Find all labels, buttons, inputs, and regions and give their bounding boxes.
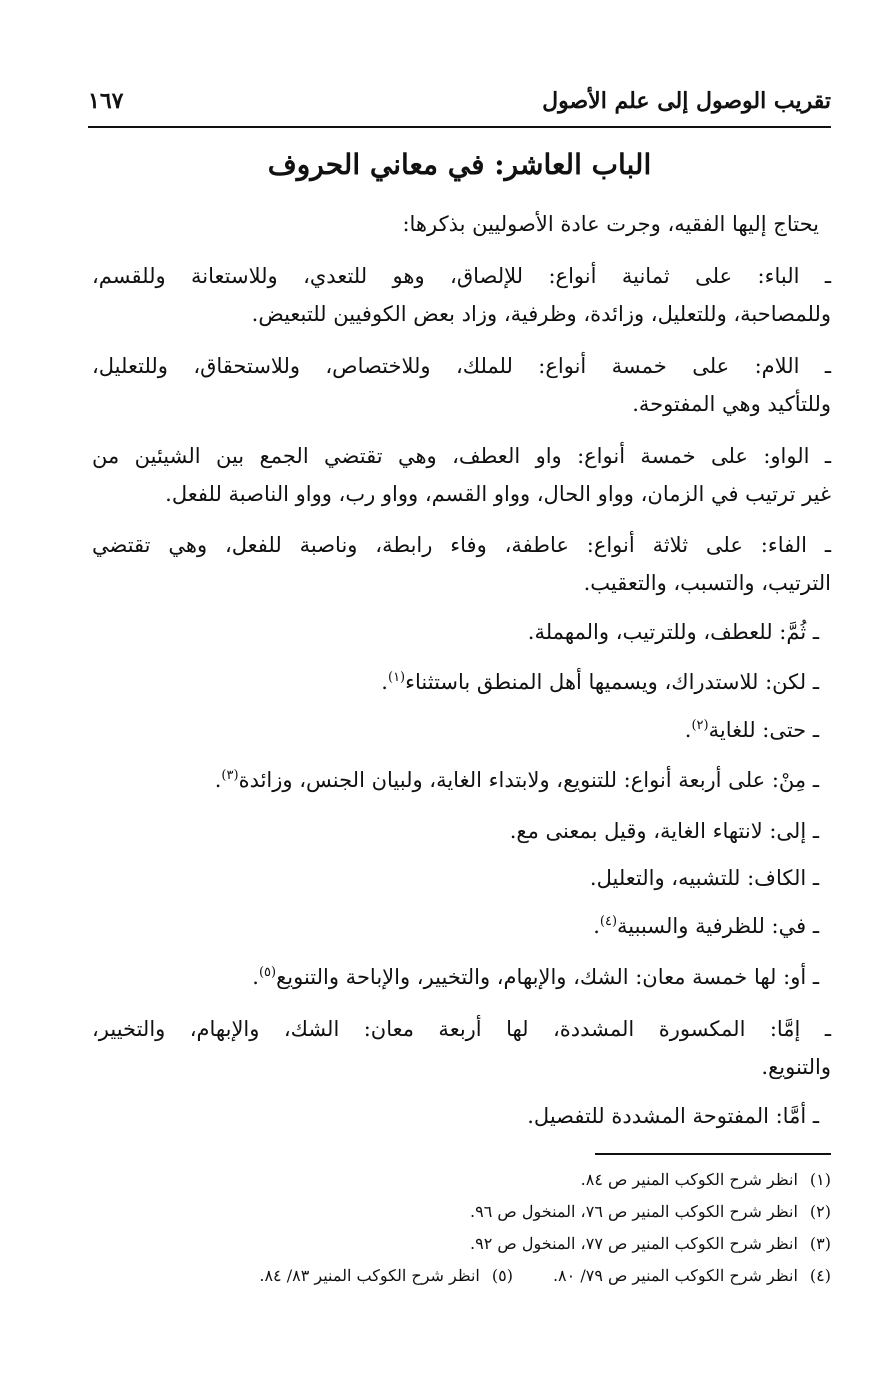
kaf-line: ـ الكاف: للتشبيه، والتعليل. bbox=[589, 866, 819, 890]
footnote-text: انظر شرح الكوكب المنير ٨٣/ ٨٤. bbox=[259, 1266, 480, 1285]
aw-text: ـ أو: لها خمسة معان: الشك، والإبهام، والتخيير، والإباحة والتنويع bbox=[276, 965, 819, 989]
amma-line: ـ أمَّا: المفتوحة المشددة للتفصيل. bbox=[527, 1104, 819, 1128]
lam-line-2: وللتأكيد وهي المفتوحة. bbox=[632, 392, 831, 416]
footnote-number: (٤) bbox=[809, 1266, 831, 1285]
footnote-ref-3: (٣) bbox=[221, 768, 239, 783]
aw-line bbox=[252, 965, 819, 989]
footnote-text: انظر شرح الكوكب المنير ص ٨٤. bbox=[580, 1170, 798, 1189]
footnote-number: (٥) bbox=[491, 1266, 513, 1285]
intro-line: يحتاج إليها الفقيه، وجرت عادة الأصوليين بذكرها: bbox=[402, 212, 819, 236]
running-header bbox=[88, 82, 831, 128]
end-dot: . bbox=[214, 768, 222, 792]
waw-line-1: ـ الواو: على خمسة أنواع: واو العطف، وهي تقتضي الجمع بين الشيئين من bbox=[92, 444, 831, 468]
min-text: ـ مِنْ: على أربعة أنواع: للتنويع، ولابتداء الغاية، ولبيان الجنس، وزائدة bbox=[238, 768, 819, 792]
min-line bbox=[215, 768, 819, 792]
lakin-line bbox=[381, 670, 819, 694]
page-number: ١٦٧ bbox=[88, 88, 124, 114]
imma-line-1: ـ إمَّا: المكسورة المشددة، لها أربعة معان: الشك، والإبهام، والتخيير، bbox=[92, 1017, 831, 1041]
footnote-4-5 bbox=[259, 1266, 831, 1285]
footnote-text: انظر شرح الكوكب المنير ص ٧٧، المنخول ص ٩٢. bbox=[470, 1234, 798, 1253]
footnote-ref-4: (٤) bbox=[599, 914, 618, 929]
footnote-number: (١) bbox=[809, 1170, 831, 1189]
hatta-line bbox=[685, 718, 819, 742]
footnote-text: انظر شرح الكوكب المنير ص ٧٩/ ٨٠. bbox=[552, 1266, 798, 1285]
footnote-3 bbox=[470, 1234, 831, 1253]
running-title: تقريب الوصول إلى علم الأصول bbox=[542, 88, 831, 114]
footnote-number: (٣) bbox=[809, 1234, 831, 1253]
end-dot: . bbox=[593, 914, 600, 938]
footnote-separator bbox=[595, 1153, 831, 1155]
hatta-text: ـ حتى: للغاية bbox=[708, 718, 819, 742]
footnote-number: (٢) bbox=[809, 1202, 831, 1221]
footnote-text: انظر شرح الكوكب المنير ص ٧٦، المنخول ص ٩٦. bbox=[470, 1202, 798, 1221]
imma-line-2: والتنويع. bbox=[761, 1055, 831, 1079]
end-dot: . bbox=[381, 670, 388, 694]
fi-text: ـ في: للظرفية والسببية bbox=[617, 914, 819, 938]
fa-line-1: ـ الفاء: على ثلاثة أنواع: عاطفة، وفاء رابطة، وناصبة للفعل، وهي تقتضي bbox=[92, 533, 832, 557]
ba-line-2: وللمصاحبة، وللتعليل، وزائدة، وظرفية، وزاد بعض الكوفيين للتبعيض. bbox=[251, 302, 831, 326]
lam-line-1: ـ اللام: على خمسة أنواع: للملك، وللاختصاص، وللاستحقاق، وللتعليل، bbox=[92, 354, 831, 378]
fa-line-2: الترتيب، والتسبب، والتعقيب. bbox=[583, 571, 831, 595]
footnote-ref-1: (١) bbox=[387, 670, 406, 685]
ila-line: ـ إلى: لانتهاء الغاية، وقيل بمعنى مع. bbox=[509, 819, 819, 843]
chapter-title: الباب العاشر: في معاني الحروف bbox=[267, 148, 652, 181]
footnote-ref-2: (٢) bbox=[691, 718, 709, 733]
ba-line-1: ـ الباء: على ثمانية أنواع: للإلصاق، وهو للتعدي، وللاستعانة وللقسم، bbox=[92, 264, 831, 288]
thumma-line: ـ ثُمَّ: للعطف، وللترتيب، والمهملة. bbox=[527, 620, 819, 644]
footnote-1 bbox=[581, 1170, 831, 1189]
end-dot: . bbox=[252, 965, 259, 989]
footnote-2 bbox=[470, 1202, 831, 1221]
waw-line-2: غير ترتيب في الزمان، وواو الحال، وواو القسم، وواو رب، وواو الناصبة للفعل. bbox=[165, 482, 831, 506]
end-dot: . bbox=[684, 718, 692, 742]
lakin-text: ـ لكن: للاستدراك، ويسميها أهل المنطق باستثناء bbox=[405, 670, 819, 694]
fi-line bbox=[593, 914, 819, 938]
footnote-ref-5: (٥) bbox=[258, 965, 277, 980]
